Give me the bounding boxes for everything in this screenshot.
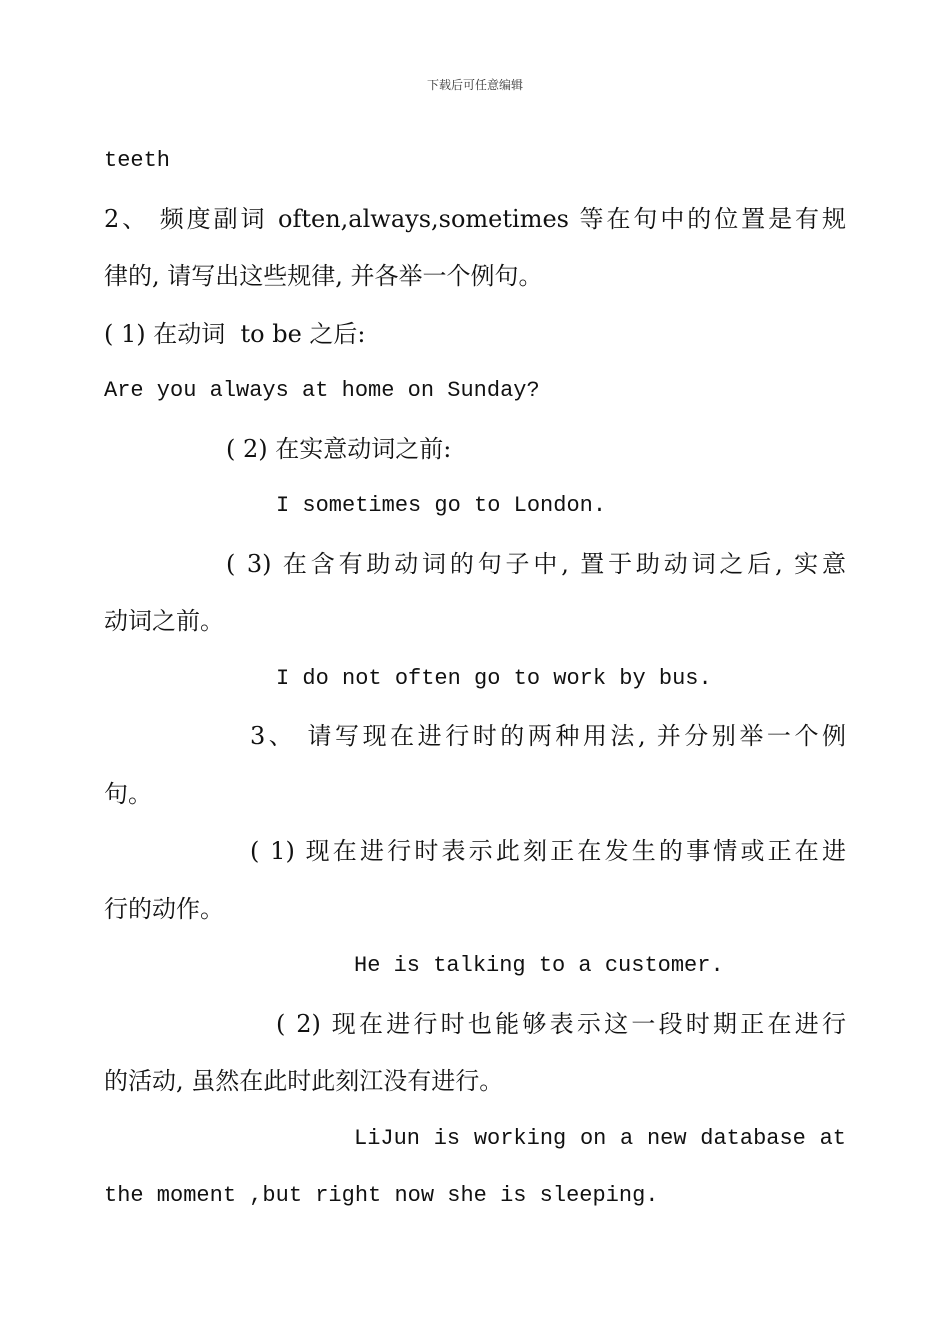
text-line: LiJun is working on a new database at: [354, 1125, 846, 1151]
document-body: [104, 144, 846, 1237]
text-line: ( 1) 现在进行时表示此刻正在发生的事情或正在进: [250, 837, 846, 865]
text-line: ( 1) 在动词 to be 之后:: [104, 319, 366, 348]
text-line: teeth: [104, 148, 171, 173]
text-line: I sometimes go to London.: [276, 493, 607, 518]
text-line: 3、 请写现在进行时的两种用法, 并分别举一个例: [250, 722, 846, 750]
text-line: 句。: [104, 779, 152, 808]
text-line: 2、 频度副词 often,always,sometimes 等在句中的位置是有规: [104, 204, 846, 233]
text-line: 动词之前。: [104, 607, 224, 635]
text-line: 行的动作。: [104, 894, 224, 923]
text-line: 的活动, 虽然在此时此刻江没有进行。: [104, 1067, 504, 1095]
text-line: ( 3) 在含有助动词的句子中, 置于助动词之后, 实意: [226, 549, 846, 578]
text-line: ( 2) 在实意动词之前:: [226, 434, 452, 463]
page-header-note: 下载后可任意编辑: [426, 78, 523, 92]
text-line: the moment ,but right now she is sleeping.: [104, 1183, 659, 1208]
text-line: 律的, 请写出这些规律, 并各举一个例句。: [104, 262, 543, 290]
text-line: Are you always at home on Sunday?: [104, 378, 540, 403]
text-line: ( 2) 现在进行时也能够表示这一段时期正在进行: [276, 1009, 846, 1038]
text-line: I do not often go to work by bus.: [276, 665, 712, 691]
text-line: He is talking to a customer.: [354, 953, 724, 978]
